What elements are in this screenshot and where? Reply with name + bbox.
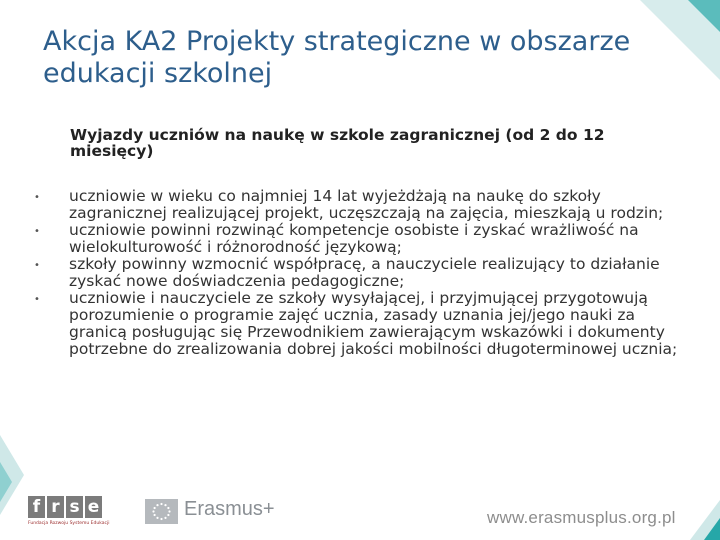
bullet-text: szkoły powinny wzmocnić współpracę, a nauczyciele realizujący to działanie zyskać nowe doświadczenia pedagogiczne; <box>69 255 660 291</box>
frse-letter: s <box>66 496 83 518</box>
frse-logo-letters <box>28 496 110 518</box>
erasmus-logo-text: Erasmus+ <box>184 498 275 520</box>
bullet-item-1 <box>34 188 684 222</box>
frse-letter: r <box>47 496 64 518</box>
eu-flag-icon <box>145 499 178 524</box>
slide-title: Akcja KA2 Projekty strategiczne w obszarze edukacji szkolnej <box>43 26 631 90</box>
bullet-text: uczniowie powinni rozwinąć kompetencje osobiste i zyskać wrażliwość na wielokulturowość i różnorodność językową; <box>69 221 639 257</box>
bullet-item-4 <box>34 290 684 358</box>
bullet-item-2 <box>34 222 684 256</box>
frse-caption: Fundacja Rozwoju Systemu Edukacji <box>28 521 110 526</box>
frse-logo <box>28 496 110 536</box>
slide-subtitle: Wyjazdy uczniów na naukę w szkole zagranicznej (od 2 do 12 miesięcy) <box>70 126 605 161</box>
bullet-icon: • <box>34 226 40 238</box>
bullet-list <box>34 188 684 358</box>
bullet-item-3 <box>34 256 684 290</box>
bullet-icon: • <box>34 192 40 203</box>
frse-letter: f <box>28 496 45 518</box>
corner-triangle-top-right-dark <box>688 0 720 32</box>
website-url: www.erasmusplus.org.pl <box>487 508 676 527</box>
bullet-text: uczniowie i nauczyciele ze szkoły wysyłającej, i przyjmującej przygotowują porozumienie o programie zajęć ucznia, zasady uznania jej/jego nauki za granicą posługując się Przewodnikiem zawierającym wskazówki i dokumenty potrzebne do zrealizowania dobrej jakości mobilności długoterminowej ucznia; <box>69 289 678 359</box>
frse-letter: e <box>85 496 102 518</box>
bullet-text: uczniowie w wieku co najmniej 14 lat wyjeżdżają na naukę do szkoły zagranicznej realizującej projekt, uczęszczają na zajęcia, mieszkają u rodzin; <box>69 187 664 223</box>
footer <box>0 490 720 540</box>
bullet-icon: • <box>34 294 40 306</box>
bullet-icon: • <box>34 260 40 272</box>
